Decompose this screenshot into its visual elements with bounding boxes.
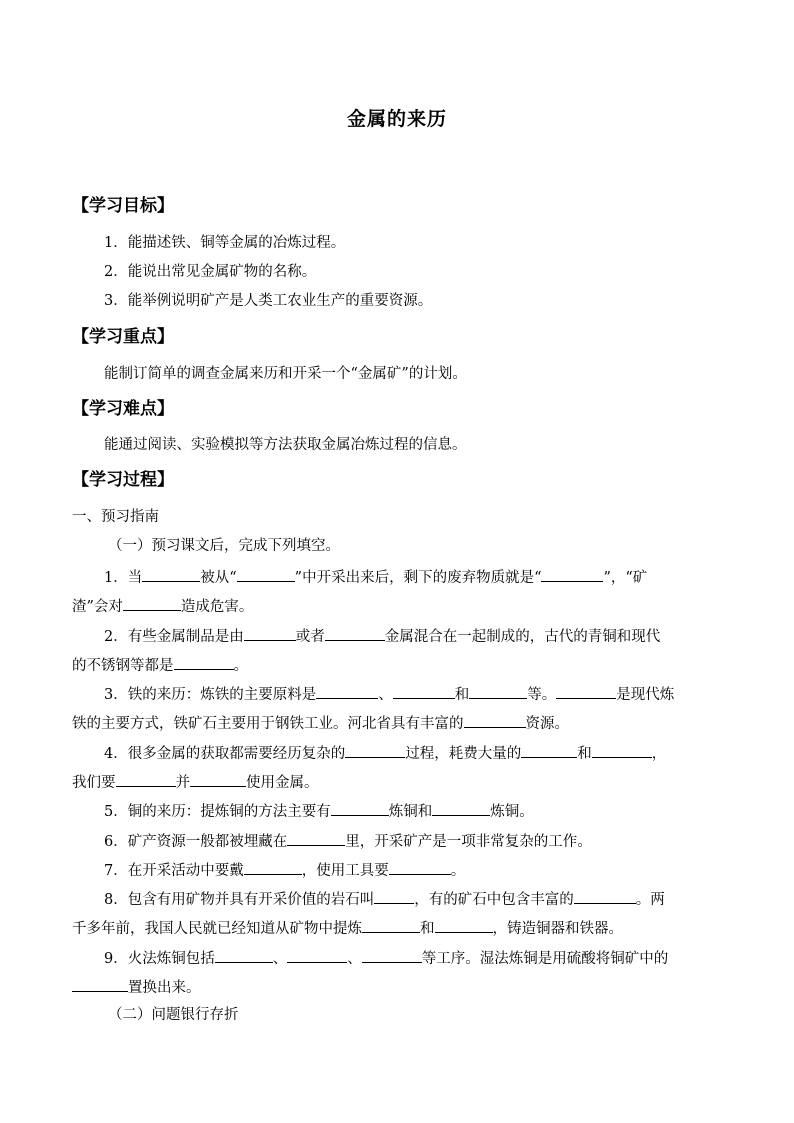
blank-field[interactable] [432,800,490,816]
blank-field[interactable] [215,947,273,963]
question-3-line-2: 铁的主要方式，铁矿石主要用于钢铁工业。河北省具有丰富的 资源。 [72,712,569,734]
blank-field[interactable] [521,742,577,758]
objective-item: 3．能举例说明矿产是人类工农业生产的重要资源。 [104,293,433,309]
blank-field[interactable] [362,917,420,933]
blank-field[interactable] [174,654,234,670]
objectives-heading: 【学习目标】 [72,196,174,216]
blank-field[interactable] [190,771,246,787]
blank-field[interactable] [244,859,302,875]
blank-field[interactable] [435,917,493,933]
objective-item: 1．能描述铁、铜等金属的冶炼过程。 [104,235,346,251]
question-5: 5．铜的来历：提炼铜的方法主要有 炼铜和 炼铜。 [104,800,534,822]
question-2-line-1: 2．有些金属制品是由 或者 金属混合在一起制成的，古代的青铜和现代 [104,625,660,647]
key-heading: 【学习重点】 [72,327,174,347]
page-title: 金属的来历 [346,108,447,130]
blank-field[interactable] [541,566,603,582]
question-1-line-2: 渣”会对 造成危害。 [72,595,253,617]
question-4-line-1: 4．很多金属的获取都需要经历复杂的 过程，耗费大量的 和 ， [104,742,666,764]
blank-field[interactable] [469,683,527,699]
blank-field[interactable] [345,742,405,758]
question-4-line-2: 我们要 并 使用金属。 [72,771,319,793]
blank-field[interactable] [393,683,455,699]
question-2-line-2: 的不锈钢等都是 。 [72,654,248,676]
blank-field[interactable] [556,683,616,699]
blank-field[interactable] [592,742,652,758]
blank-field[interactable] [374,888,414,904]
preview-sub-title: （一）预习课文后，完成下列填空。 [108,538,340,554]
blank-field[interactable] [72,976,128,992]
question-6: 6．矿产资源一般都被埋藏在 里，开采矿产是一项非常复杂的工作。 [104,830,592,852]
blank-field[interactable] [316,683,378,699]
preview-part-title: 一、预习指南 [72,509,159,525]
key-text: 能制订简单的调查金属来历和开采一个“金属矿”的计划。 [104,366,467,382]
blank-field[interactable] [142,566,200,582]
question-8-line-2: 千多年前，我国人民就已经知道从矿物中提炼 和 ，铸造铜器和铁器。 [72,917,623,939]
blank-field[interactable] [362,947,422,963]
blank-field[interactable] [464,712,526,728]
question-8-line-1: 8．包含有用矿物并具有开采价值的岩石叫 ，有的矿石中包含丰富的 。两 [104,888,665,910]
preview-sub-title-2: （二）问题银行存折 [108,1007,239,1023]
process-heading: 【学习过程】 [72,470,174,490]
objective-item: 2．能说出常见金属矿物的名称。 [104,264,317,280]
question-1-line-1: 1．当 被从“ ”中开采出来后，剩下的废弃物质就是“ ”，“矿 [104,566,647,588]
question-7: 7．在开采活动中要戴 ，使用工具要 。 [104,859,465,881]
blank-field[interactable] [287,830,345,846]
difficulty-text: 能通过阅读、实验模拟等方法获取金属冶炼过程的信息。 [104,437,467,453]
blank-field[interactable] [116,771,176,787]
blank-field[interactable] [331,800,389,816]
blank-field[interactable] [389,859,451,875]
blank-field[interactable] [244,625,296,641]
question-3-line-1: 3．铁的来历：炼铁的主要原料是 、 和 等。 是现代炼 [104,683,674,705]
blank-field[interactable] [123,595,181,611]
blank-field[interactable] [574,888,636,904]
blank-field[interactable] [237,566,295,582]
blank-field[interactable] [325,625,385,641]
question-9-line-1: 9．火法炼铜包括 、 、 等工序。湿法炼铜是用硫酸将铜矿中的 [104,947,668,969]
question-9-line-2: 置换出来。 [72,976,201,998]
blank-field[interactable] [287,947,347,963]
difficulty-heading: 【学习难点】 [72,399,174,419]
